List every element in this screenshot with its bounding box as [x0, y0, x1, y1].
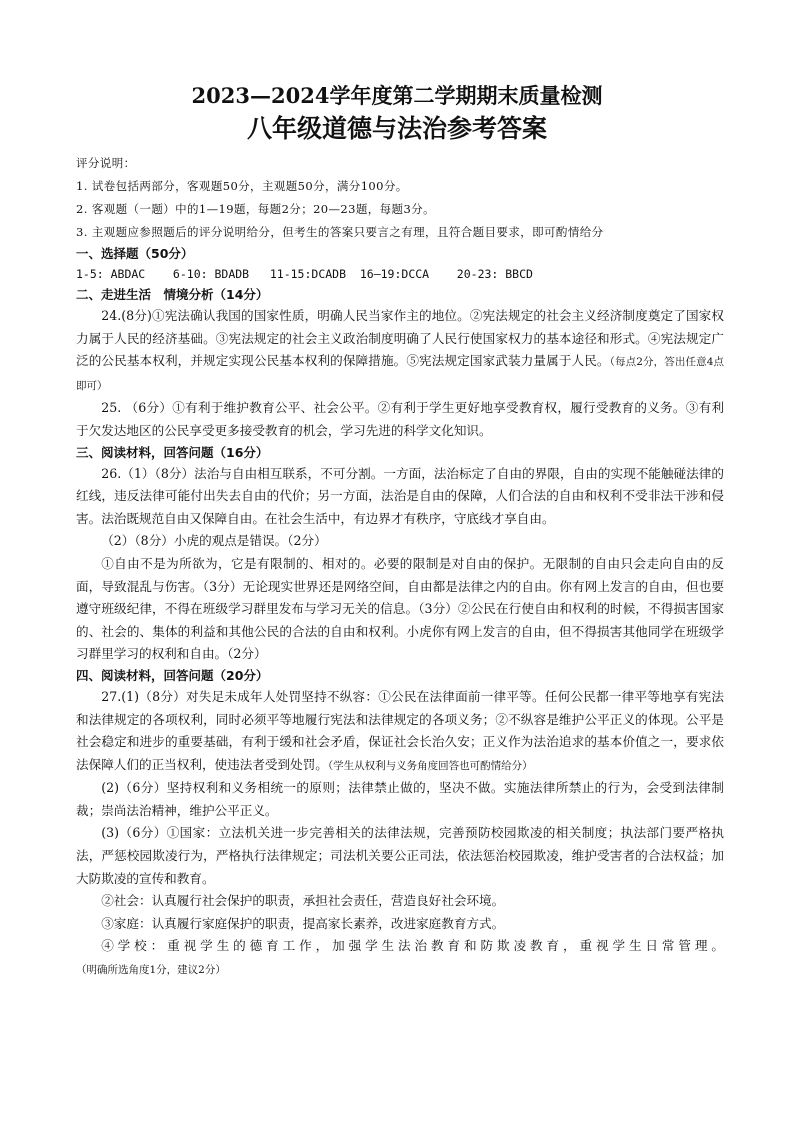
answer-q24-note: （每点2分，答出任意4点即可） [76, 356, 724, 392]
answer-q25: 25. （6分）①有利于维护教育公平、社会公平。②有利于学生更好地享受教育权，履行受教育的义务。③有利于欠发达地区的公民享受更多接受教育的机会，学习先进的科学文化知识。 [76, 400, 724, 438]
answer-q26-2-head: （2）（8分）小虎的观点是错误。（2分） [101, 533, 327, 549]
section-3-heading: 三、阅读材料，回答问题（16分） [76, 444, 269, 460]
answer-q27-3-school-text: ④学校：重视学生的德育工作，加强学生法治教育和防欺凌教育，重视学生日常管理。 [101, 938, 724, 954]
scoring-note-3: 3. 主观题应参照题后的评分说明给分，但考生的答案只要言之有理，且符合题目要求，即可酌情给分 [76, 225, 604, 239]
scoring-notes-title: 评分说明： [76, 156, 136, 170]
section-2-heading: 二、走进生活 情境分析（14分） [76, 287, 269, 302]
answer-q27-2: (2)（6分）坚持权利和义务相统一的原则；法律禁止做的，坚决不做。实施法律所禁止的行为，会受到法律制裁；崇尚法治精神，维护公平正义。 [76, 780, 724, 818]
scoring-note-2: 2. 客观题（一题）中的1—19题，每题2分；20—23题，每题3分。 [76, 202, 435, 216]
answer-q27-3-society: ②社会：认真履行社会保护的职责，承担社会责任，营造良好社会环境。 [101, 893, 505, 909]
answer-q27-1 [76, 686, 724, 777]
answer-q27-3: (3)（6分）①国家：立法机关进一步完善相关的法律法规，完善预防校园欺凌的相关制度；执法部门要严格执法，严惩校园欺凌行为，严格执行法律规定；司法机关要公正司法，依法惩治校园欺凌，维护受害者的合法权益；加大防欺凌的宣传和教育。 [76, 825, 724, 886]
scoring-note-1: 1. 试卷包括两部分，客观题50分，主观题50分，满分100分。 [76, 179, 408, 193]
answer-q27-3-school [76, 935, 724, 981]
answer-content [76, 152, 724, 982]
multiple-choice-answers: 1-5: ABDAC 6-10: BDADB 11-15:DCADB 16—19:DCCA 20-23: BBCD [76, 267, 533, 281]
answer-q26-1: 26.（1）（8分）法治与自由相互联系，不可分割。一方面，法治标定了自由的界限，自由的实现不能触碰法律的红线，违反法律可能付出失去自由的代价；另一方面，法治是自由的保障，人们合法的自由和权利不受非法干涉和侵害。法治既规范自由又保障自由。在社会生活中，有边界才有秩序，守底线才享自由。 [76, 465, 724, 526]
answer-q24 [76, 305, 724, 397]
section-1-heading: 一、选择题（50分） [76, 246, 194, 261]
answer-q27-3-note: （明确所选角度1分，建议2分） [76, 964, 226, 977]
answer-q24-text: 24.(8分)①宪法确认我国的国家性质，明确人民当家作主的地位。②宪法规定的社会主义经济制度奠定了国家权力属于人民的经济基础。③宪法规定的社会主义政治制度明确了人民行使国家权力的基本途径和形式。④宪法规定广泛的公民基本权利，并规定实现公民基本权利的保障措施。⑤宪法规定国家武装力量属于人民。 [76, 308, 724, 369]
answer-key-title: 八年级道德与法治参考答案 [246, 114, 547, 143]
answer-q27-1-text: 27.(1)（8分）对失足未成年人处罚坚持不纵容：①公民在法律面前一律平等。任何公民都一律平等地享有宪法和法律规定的各项权利，同时必须平等地履行宪法和法律规定的各项义务；②不纵容是维护公平正义的体现。公平是社会稳定和进步的重要基础，有利于缓和社会矛盾，保证社会长治久安；正义作为法治追求的基本价值之一，要求依法保障人们的正当权利，使违法者受到处罚。 [76, 688, 724, 772]
answer-q27-3-family: ③家庭：认真履行家庭保护的职责，提高家长素养，改进家庭教育方式。 [101, 915, 505, 931]
section-4-heading: 四、阅读材料，回答问题（20分） [76, 667, 269, 683]
exam-title: 2023—2024学年度第二学期期末质量检测 [191, 83, 603, 108]
answer-q27-1-note: （学生从权利与义务角度回答也可酌情给分） [327, 759, 533, 772]
answer-q26-2-body: ①自由不是为所欲为，它是有限制的、相对的。必要的限制是对自由的保护。无限制的自由只会走向自由的反面，导致混乱与伤害。（3分）无论现实世界还是网络空间，自由都是法律之内的自由。你有网上发言的自由，但也要遵守班级纪律，不得在班级学习群里发布与学习无关的信息。（3分）②公民在行使自由和权利的时候，不得损害国家的、社会的、集体的利益和其他公民的合法的自由和权利。小虎你有网上发言的自由，但不得损害其他同学在班级学习群里学习的权利和自由。（2分） [76, 555, 724, 662]
